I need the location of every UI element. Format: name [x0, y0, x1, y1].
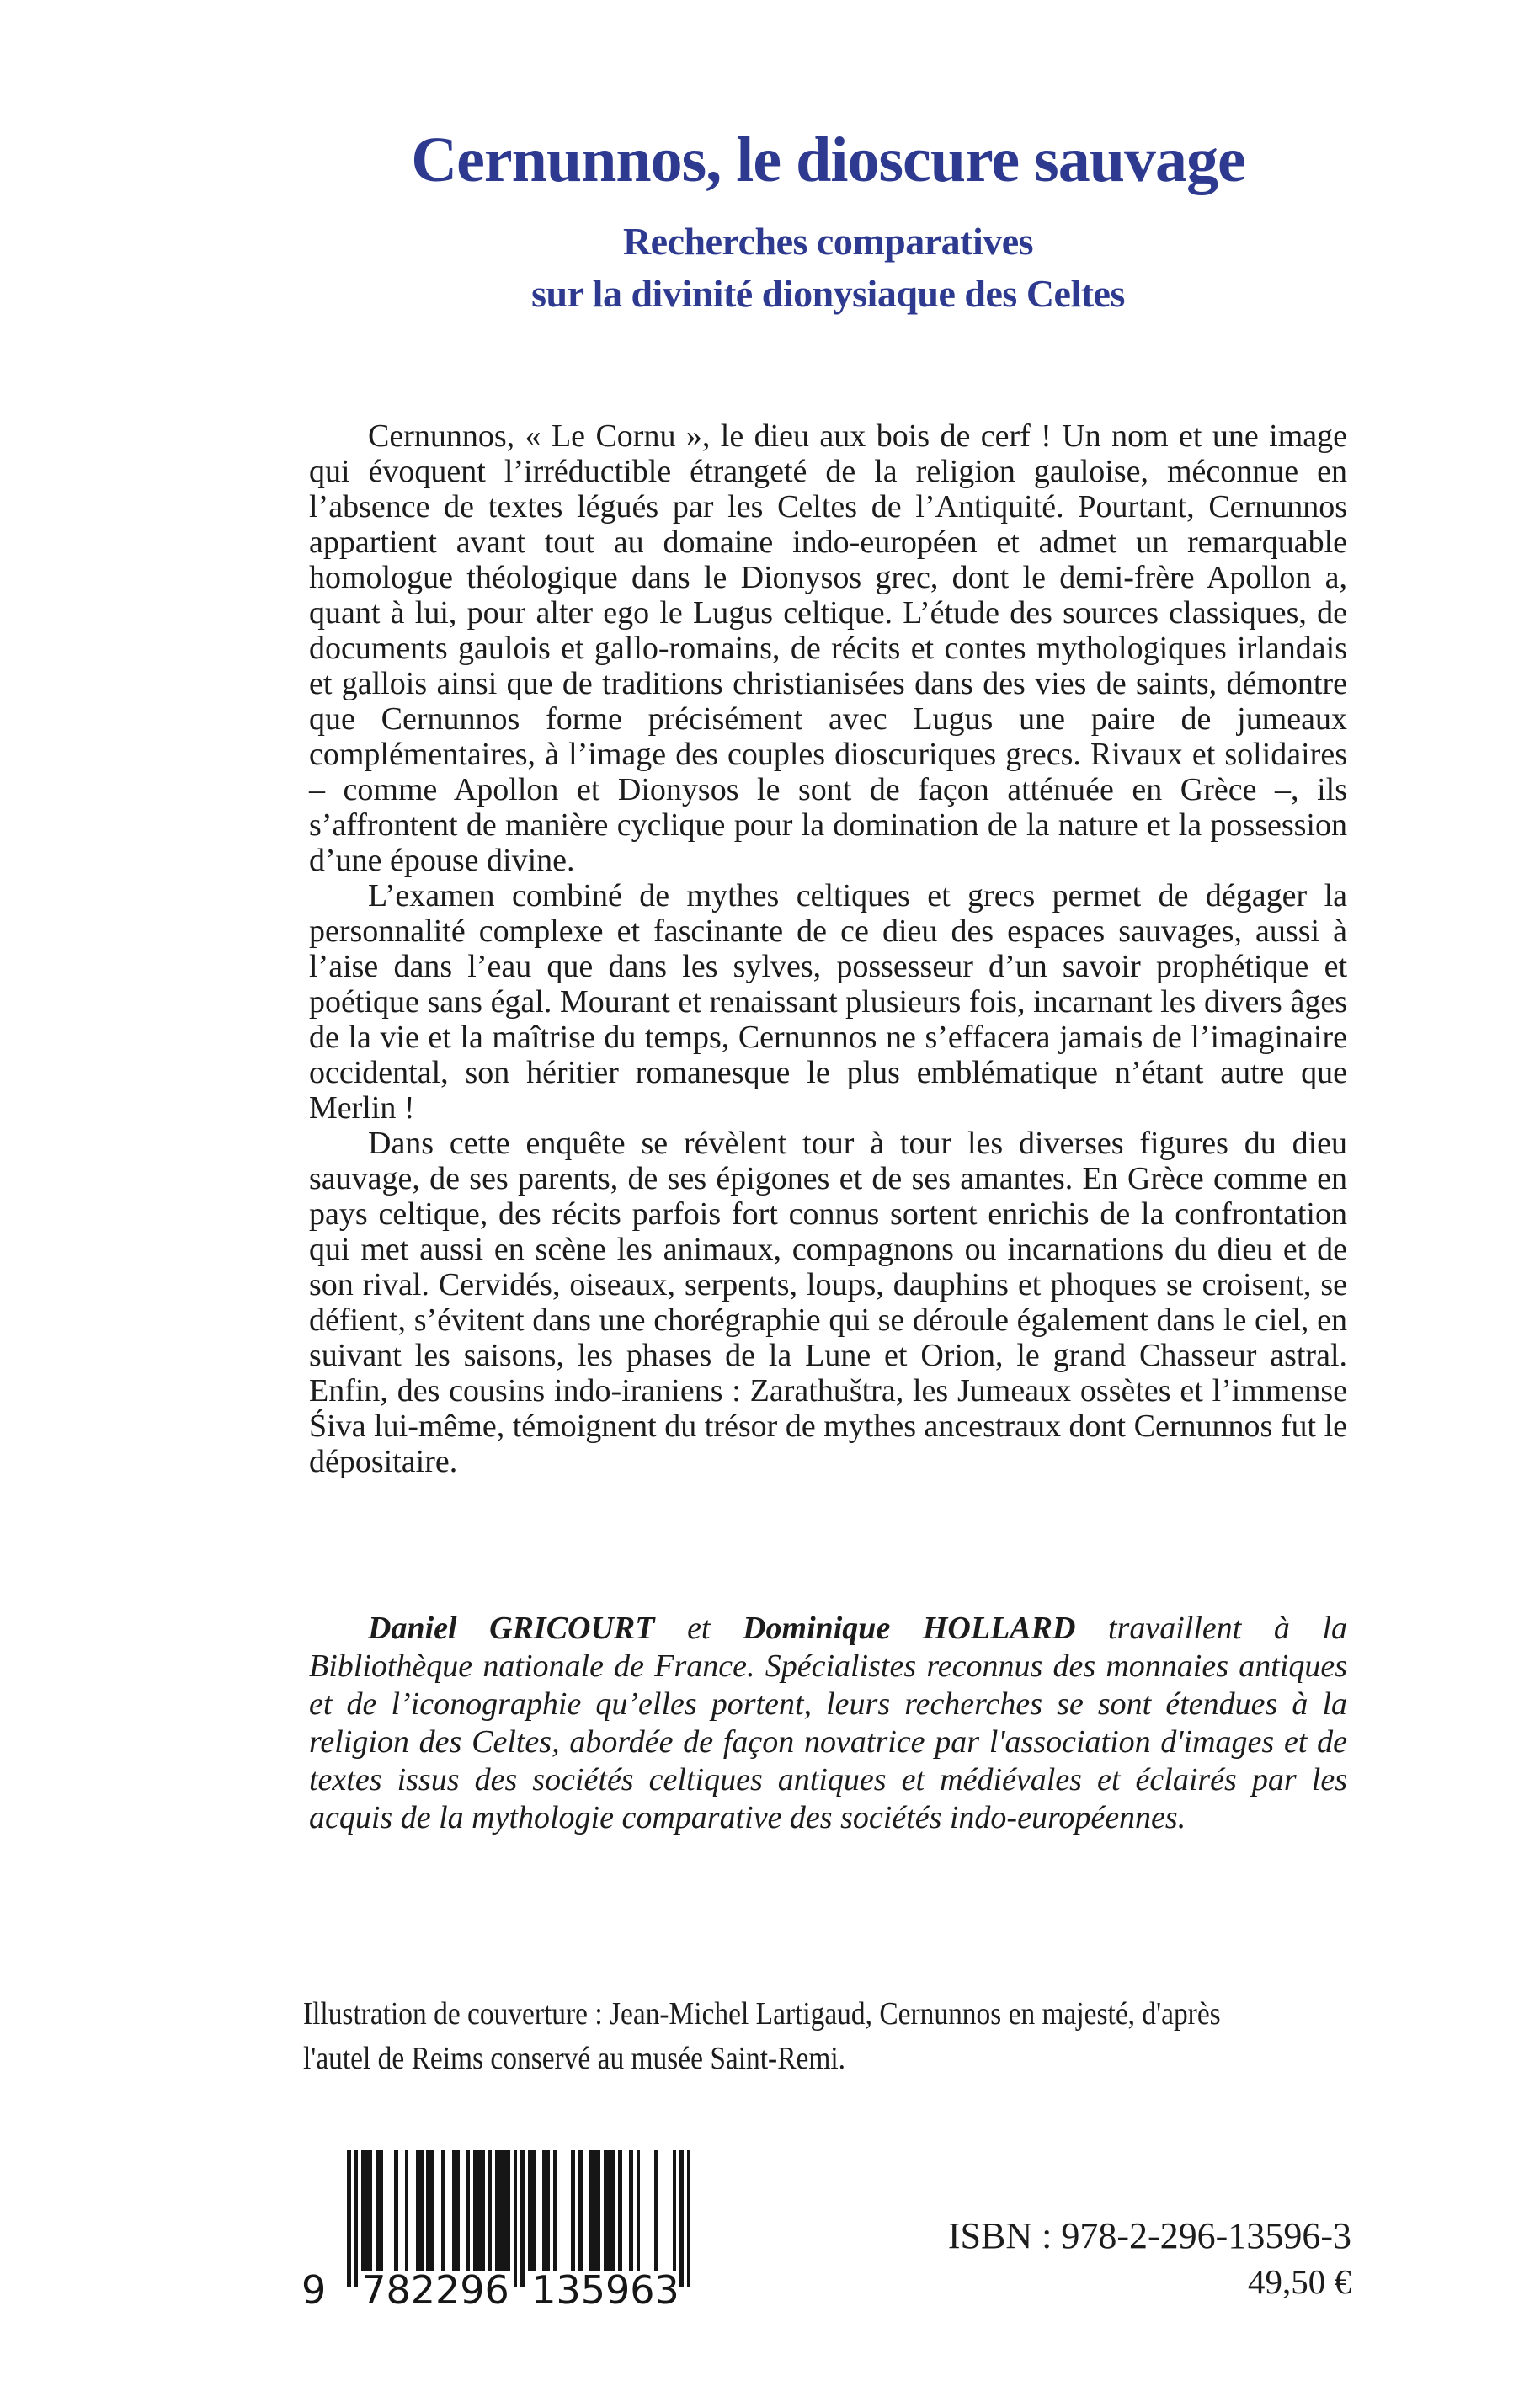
- barcode-digits-right: 135963: [531, 2267, 679, 2313]
- credit-line: Illustration de couverture : Jean-Michel Lartigaud, Cernunnos en majesté, d'après: [303, 1996, 1221, 2032]
- bio-conjunction: et: [654, 1611, 743, 1646]
- barcode-bar: [452, 2150, 460, 2271]
- barcode-bar: [679, 2150, 684, 2287]
- barcode-bar: [426, 2150, 434, 2271]
- barcode-bar: [361, 2150, 372, 2271]
- barcode-bar: [520, 2150, 525, 2287]
- barcode-digit-lead: 9: [301, 2267, 327, 2313]
- barcode-bar: [571, 2150, 575, 2271]
- isbn-price-block: [948, 2213, 1351, 2303]
- book-subtitle-line2: sur la divinité dionysiaque des Celtes: [531, 272, 1125, 315]
- barcode-bar: [578, 2150, 583, 2271]
- barcode-bar: [347, 2150, 351, 2287]
- barcode-bar: [687, 2150, 691, 2287]
- barcode-bar: [528, 2150, 536, 2271]
- barcode-bar: [542, 2150, 550, 2271]
- book-subtitle-line1: Recherches comparatives: [622, 220, 1034, 263]
- barcode-bar: [618, 2150, 622, 2271]
- synopsis-paragraph: L’examen combiné de mythes celtiques et grecs permet de dégager la personnalité complexe et fascinante de ce dieu des espaces sauvages, aussi à l’aise dans l’eau que dans les sylves, possesseur d’un savoir prophétique et poétique sans égal. Mourant et renaissant plusieurs fois, incarnant les divers âges de la vie et la maîtrise du temps, Cernunnos ne s’effacera jamais de l’imaginaire occidental, son héritier romanesque le plus emblématique n’étant autre que Merlin !: [309, 878, 1347, 1126]
- barcode-bar: [673, 2150, 677, 2271]
- barcode-bar: [604, 2150, 615, 2271]
- barcode-bar: [589, 2150, 600, 2271]
- cover-header: [309, 126, 1347, 320]
- barcode-bar: [637, 2150, 641, 2271]
- author-name-gricourt: Daniel GRICOURT: [368, 1611, 655, 1646]
- barcode-bar: [376, 2150, 383, 2271]
- barcode-bar: [394, 2150, 398, 2271]
- isbn-text: ISBN : 978-2-296-13596-3: [947, 2215, 1351, 2256]
- authors-bio-paragraph: [309, 1610, 1347, 1837]
- barcode-bar: [654, 2150, 658, 2271]
- book-subtitle: [309, 216, 1347, 320]
- price-text: 49,50 €: [1248, 2262, 1351, 2301]
- barcode-bar: [354, 2150, 359, 2287]
- barcode-digits-left: 782296: [361, 2267, 509, 2313]
- cover-illustration-credit: [303, 1992, 1356, 2081]
- credit-line: l'autel de Reims conservé au musée Saint-Remi.: [303, 2041, 846, 2076]
- barcode-bar: [488, 2150, 492, 2271]
- barcode-bar: [416, 2150, 424, 2271]
- barcode-bar: [441, 2150, 445, 2271]
- author-name-hollard: Dominique HOLLARD: [743, 1611, 1076, 1646]
- ean13-barcode: [347, 2150, 690, 2287]
- book-title: Cernunnos, le dioscure sauvage: [411, 125, 1245, 195]
- barcode-bar: [553, 2150, 557, 2271]
- barcode-bar: [514, 2150, 518, 2287]
- barcode-bar: [473, 2150, 484, 2271]
- barcode-bar: [466, 2150, 471, 2271]
- synopsis-paragraph: Dans cette enquête se révèlent tour à tour les diverses figures du dieu sauvage, de ses parents, de ses épigones et de ses amantes. En Grèce comme en pays celtique, des récits parfois fort connus sortent enrichis de la confrontation qui met aussi en scène les animaux, compagnons ou incarnations du dieu et de son rival. Cervidés, oiseaux, serpents, loups, dauphins et phoques se croisent, se défient, s’évitent dans une chorégraphie qui se déroule également dans le ciel, en suivant les saisons, les phases de la Lune et Orion, le grand Chasseur astral. Enfin, des cousins indo-iraniens : Zarathuštra, les Jumeaux ossètes et l’immense Śiva lui-même, témoignent du trésor de mythes ancestraux dont Cernunnos fut le dépositaire.: [309, 1126, 1347, 1479]
- authors-bio: [309, 1610, 1347, 1837]
- barcode-bar: [495, 2150, 510, 2271]
- synopsis-paragraph: Cernunnos, « Le Cornu », le dieu aux bois de cerf ! Un nom et une image qui évoquent l’irréductible étrangeté de la religion gauloise, méconnue en l’absence de textes légués par les Celtes de l’Antiquité. Pourtant, Cernunnos appartient avant tout au domaine indo-européen et admet un remarquable homologue théologique dans le Dionysos grec, dont le demi-frère Apollon a, quant à lui, pour alter ego le Lugus celtique. L’étude des sources classiques, de documents gaulois et gallo-romains, de récits et contes mythologiques irlandais et gallois ainsi que de traditions christianisées dans des vies de saints, démontre que Cernunnos forme précisément avec Lugus une paire de jumeaux complémentaires, à l’image des couples dioscuriques grecs. Rivaux et solidaires – comme Apollon et Dionysos le sont de façon atténuée en Grèce –, ils s’affrontent de manière cyclique pour la domination de la nature et la possession d’une épouse divine.: [309, 418, 1347, 878]
- synopsis: [309, 418, 1347, 1479]
- barcode-bar: [405, 2150, 409, 2271]
- bio-text: travaillent à la Bibliothèque nationale de France. Spécialistes reconnus des monnaies antiques et de l’iconographie qu’elles portent, leurs recherches se sont étendues à la religion des Celtes, abordée de façon novatrice par l'association d'images et de textes issus des sociétés celtiques antiques et médiévales et éclairés par les acquis de la mythologie comparative des sociétés indo-européennes.: [309, 1611, 1347, 1835]
- barcode-bar: [629, 2150, 633, 2271]
